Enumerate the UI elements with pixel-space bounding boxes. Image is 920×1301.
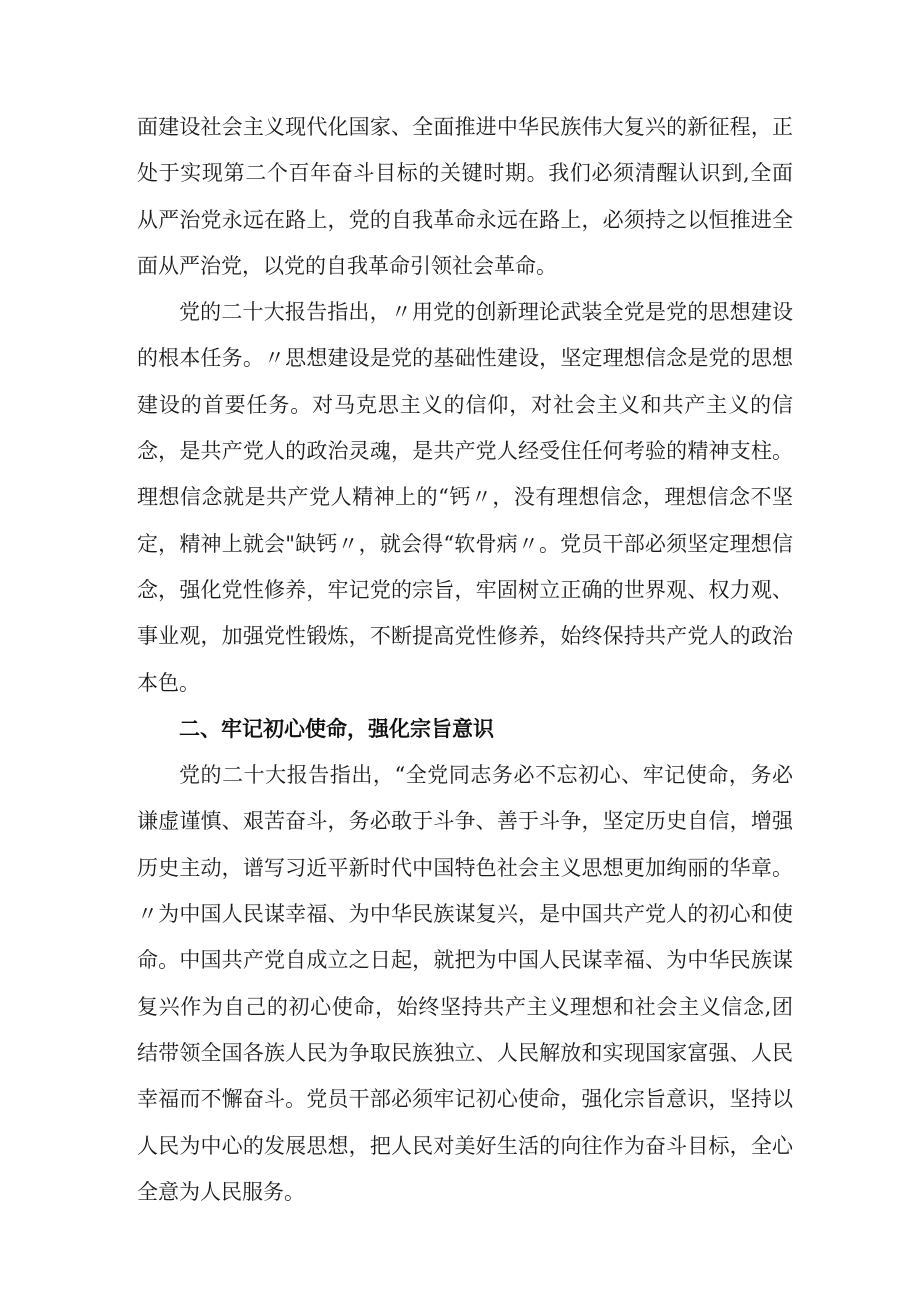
document-body — [137, 104, 793, 1215]
paragraph-continuation: 面建设社会主义现代化国家、全面推进中华民族伟大复兴的新征程，正处于实现第二个百年奋斗目标的关键时期。我们必须清醒认识到,全面从严治党永远在路上，党的自我革命永远在路上，必须持之以恒推进全面从严治党，以党的自我革命引领社会革命。 — [137, 115, 793, 278]
section-heading: 二、牢记初心使命，强化宗旨意识 — [179, 716, 494, 741]
paragraph-mission: 党的二十大报告指出，“全党同志务必不忘初心、牢记使命，务必谦虚谨慎、艰苦奋斗，务必敢于斗争、善于斗争，坚定历史自信，增强历史主动，谱写习近平新时代中国特色社会主义思想更加绚丽的华章。〃为中国人民谋幸福、为中华民族谋复兴，是中国共产党人的初心和使命。中国共产党自成立之日起，就把为中国人民谋幸福、为中华民族谋复兴作为自己的初心使命，始终坚持共产主义理想和社会主义信念,团结带领全国各族人民为争取民族独立、人民解放和实现国家富强、人民幸福而不懈奋斗。党员干部必须牢记初心使命，强化宗旨意识，坚持以人民为中心的发展思想，把人民对美好生活的向往作为奋斗目标，全心全意为人民服务。 — [137, 763, 793, 1204]
paragraph-ideology: 党的二十大报告指出，〃用党的创新理论武装全党是党的思想建设的根本任务。〃思想建设是党的基础性建设，坚定理想信念是党的思想建设的首要任务。对马克思主义的信仰，对社会主义和共产主义的信念，是共产党人的政治灵魂，是共产党人经受住任何考验的精神支柱。理想信念就是共产党人精神上的“钙〃，没有理想信念，理想信念不坚定，精神上就会"缺钙〃，就会得“软骨病〃。党员干部必须坚定理想信念，强化党性修养，牢记党的宗旨，牢固树立正确的世界观、权力观、事业观，加强党性锻炼，不断提高党性修养，始终保持共产党人的政治本色。 — [137, 300, 793, 695]
